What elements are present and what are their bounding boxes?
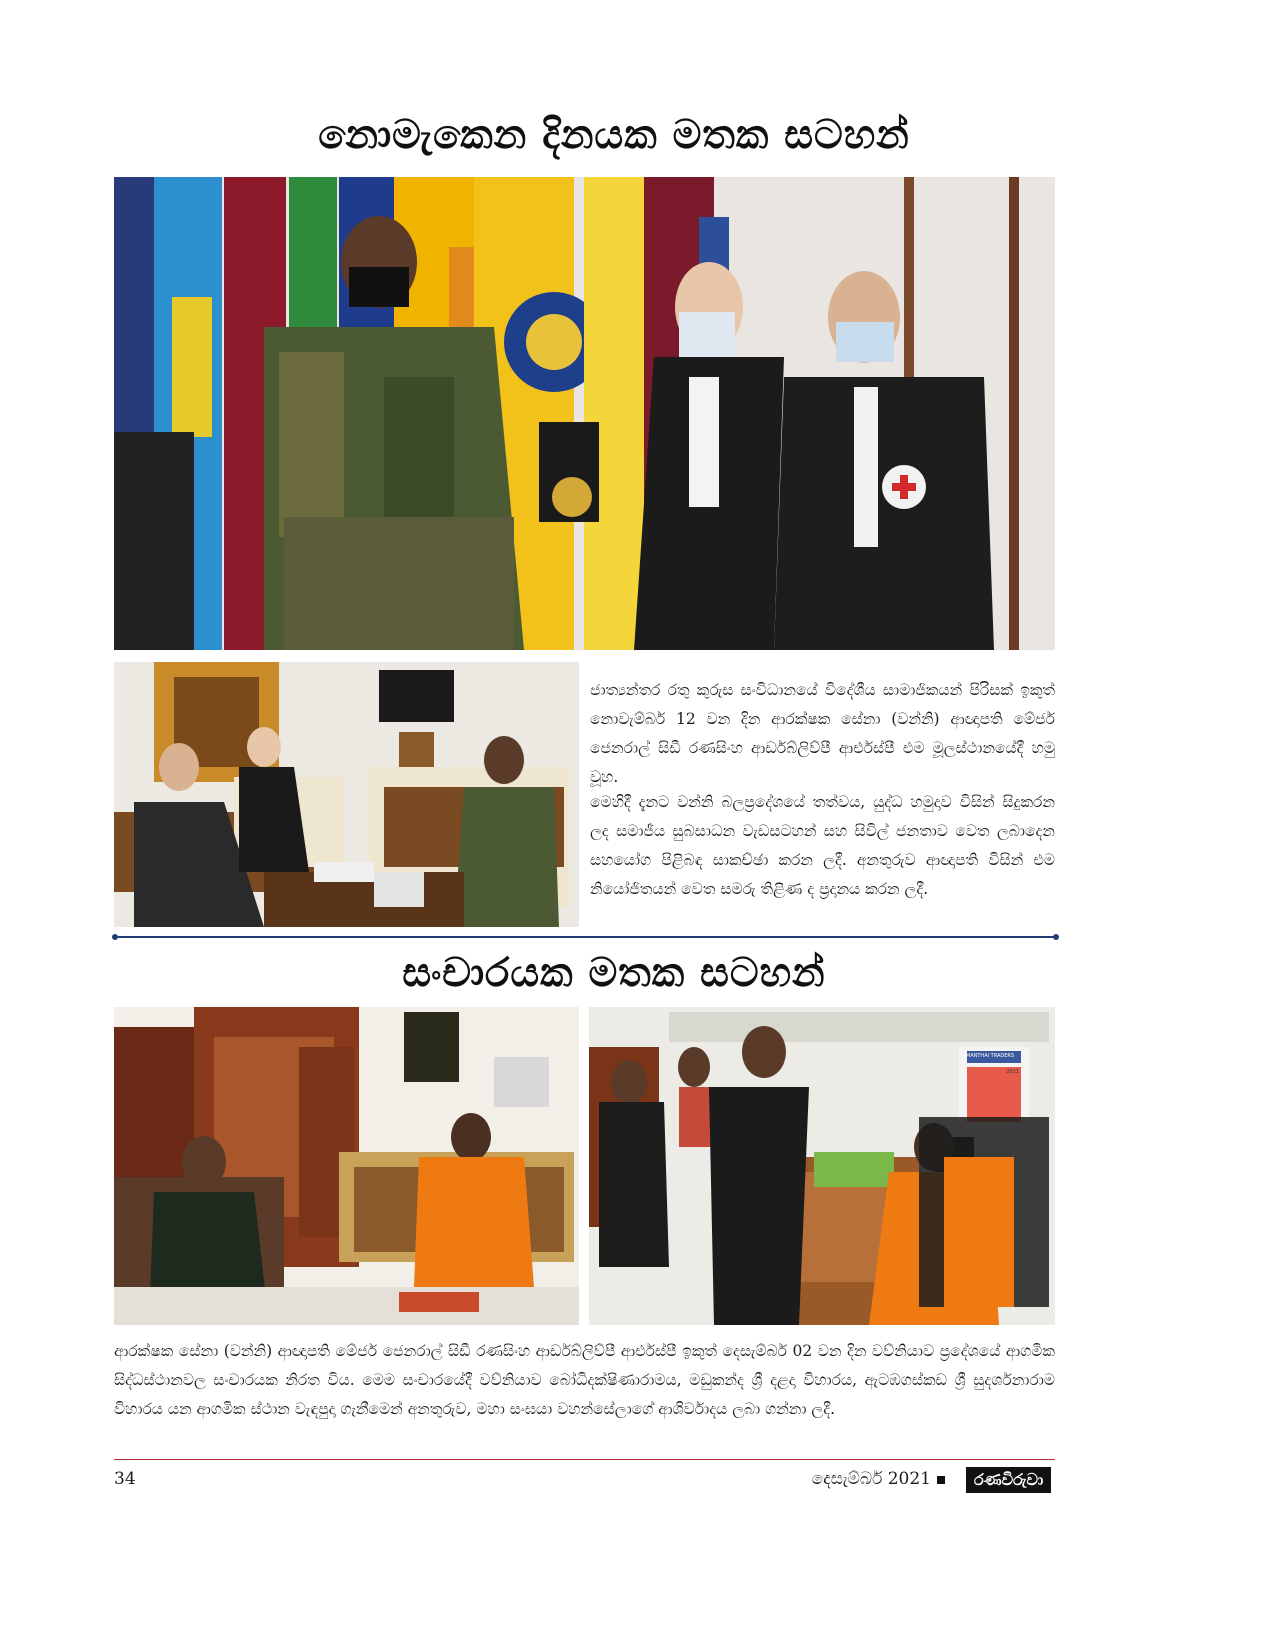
magazine-logo: රණවිරුවා — [966, 1467, 1051, 1493]
article-1-paragraph-2: මෙහිදී දැනට වන්නි බලප්‍රදේශයේ තත්වය, යුද්ධ හමුදාව විසින් සිදුකරන ලද සමාජීය සුබසාධන වැඩසටහන් සහ සිවිල් ජනතාව වෙත ලබාදෙන සහයෝග පිළිබඳ සාකච්ඡා කරන ලදී. අනතුරුව ආඥාපති විසින් එම නියෝජිතයන් වෙත සමරු තිළිණ ද ප්‍රදානය කරන ලදී. — [590, 793, 1055, 898]
article-1-paragraph-1: ජාත්‍යන්තර රතු කුරුස සංවිධානයේ විදේශීය සාමාජිකයන් පිරිසක් ඉකුත් නොවැම්බර් 12 වන දින ආරක්ෂක සේනා (වන්නි) ආඥාපති මේජර් ජෙනරාල් සිඩී රණසිංහ ආර්ඩබ්ලිව්පී ආර්එස්පී එම මූලස්ථානයේදී හමු වූහ. — [590, 681, 1055, 786]
photo-monk-visit-seated — [114, 1007, 579, 1325]
footer-rule — [114, 1459, 1055, 1460]
photo-monk-visit-offering — [589, 1007, 1055, 1325]
photo-medal-presentation — [114, 177, 1055, 650]
footer-date-text: දෙසැම්බර් 2021 — [811, 1469, 931, 1489]
article-1-heading: නොමැකෙන දිනයක මතක සටහන් — [318, 112, 910, 158]
article-2-paragraph: ආරක්ෂක සේනා (වන්නි) ආඥාපති මේජර් ජෙනරාල් සිඩී රණසිංහ ආර්ඩබ්ලිව්පී ආර්එස්පී ඉකුත් දෙසැම්බර් 02 වන දින වව්නියාව ප්‍රදේශයේ ආගමික සිද්ධස්ථානවල සංචාරයක නිරත විය. මෙම සංචාරයේදී වව්නියාව බෝධිදක්ෂිණාරාමය, මඩුකන්ද ශ්‍රී දළදා විහාරය, ඇටඹගස්කඩ ශ්‍රී සුදර්ශනාරාම විහාරය යන ආගමික ස්ථාන වැඳපුදා ගැනීමෙන් අනතුරුව, මහා සංඝයා වහන්සේලාගේ ආශිර්වාදය ලබා ගන්නා ලදී. — [114, 1342, 1055, 1418]
footer-date — [790, 1469, 945, 1489]
calendar-banner: MANTHAI TRADERS — [965, 1053, 1015, 1059]
photo-meeting — [114, 662, 579, 927]
square-bullet-icon — [937, 1476, 945, 1484]
section-divider — [118, 936, 1054, 938]
divider-dot-right — [1053, 934, 1059, 940]
article-2-heading: සංචාරයක මතක සටහන් — [402, 950, 826, 996]
calendar-year: 2021 — [1006, 1069, 1019, 1075]
page-number: 34 — [114, 1469, 136, 1489]
